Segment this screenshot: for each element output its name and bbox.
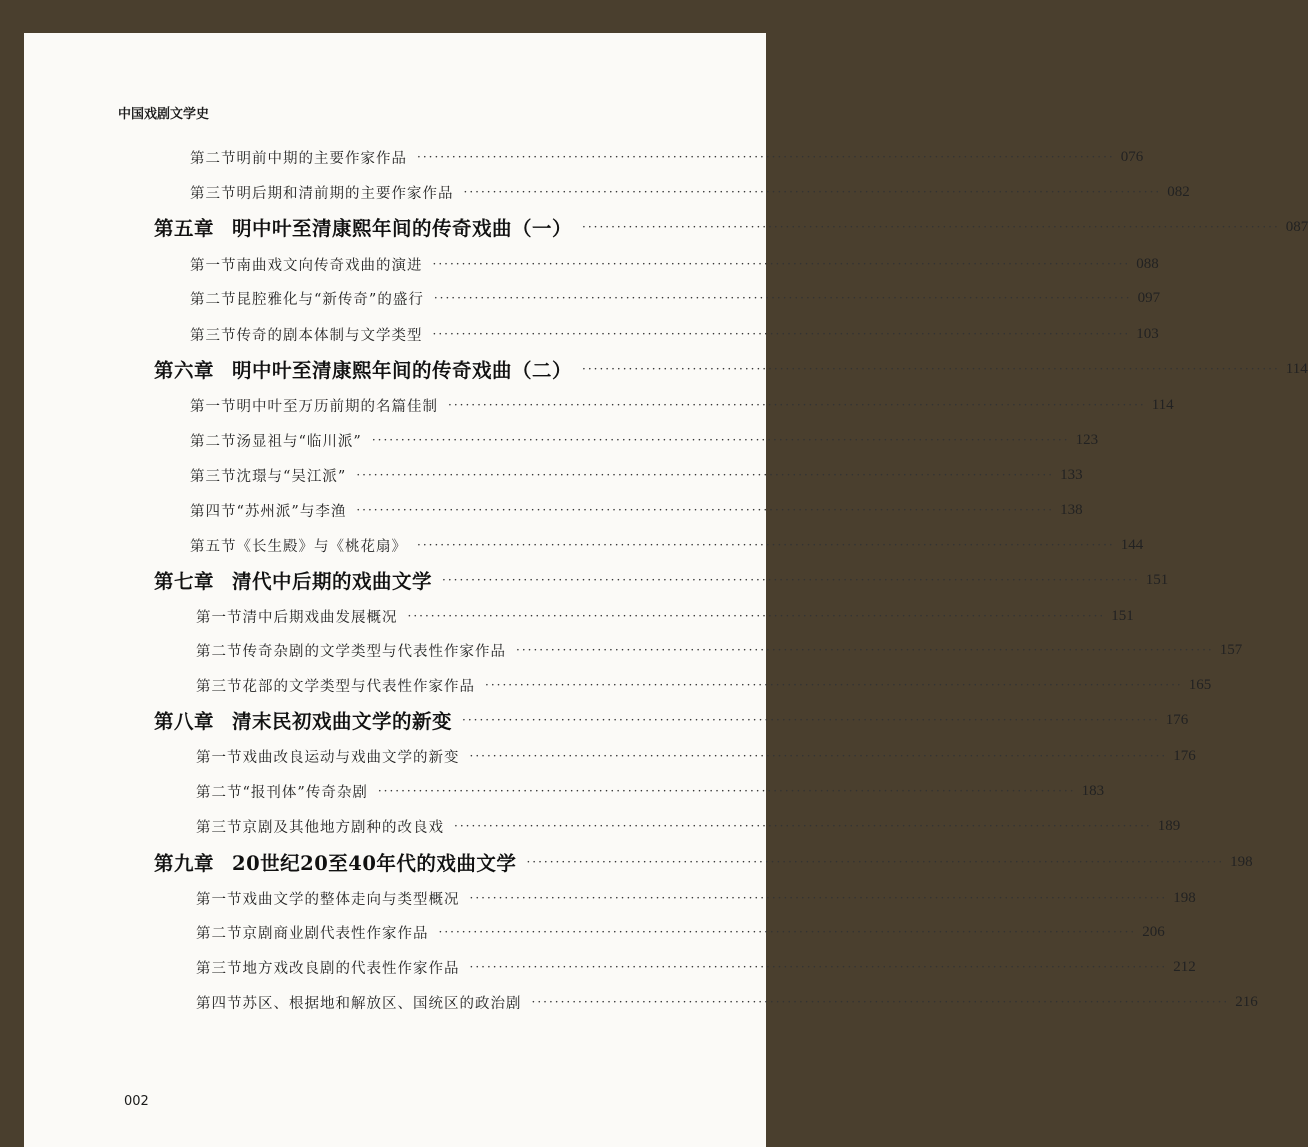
leader-dots: ························································································································: [432, 327, 1131, 341]
toc-page-number: 198: [1173, 889, 1196, 906]
section-title: 明中叶至万历前期的名篇佳制: [236, 398, 438, 415]
section-title: 苏区、根据地和解放区、国统区的政治剧: [242, 995, 522, 1012]
section-label: 第一节: [196, 749, 243, 766]
toc-section-row: [196, 918, 1165, 946]
toc-page-number: 176: [1173, 747, 1196, 764]
toc-page-number: 151: [1145, 571, 1169, 588]
leader-dots: ························································································································: [526, 855, 1225, 869]
toc-section-row: [190, 143, 1144, 171]
section-title: “报刊体”传奇杂剧: [242, 784, 368, 801]
section-label: 第三节: [196, 819, 243, 836]
toc-page-number: 157: [1219, 641, 1243, 658]
section-label: 第五节: [190, 538, 237, 555]
running-head: 中国戏剧文学史: [118, 107, 210, 122]
leader-dots: ························································································································: [371, 433, 1070, 447]
section-title: 南曲戏文向传奇戏曲的演进: [236, 257, 423, 274]
toc-page-number: 165: [1188, 676, 1212, 693]
toc-page-number: 082: [1167, 183, 1190, 200]
section-label: 第三节: [196, 960, 243, 977]
chapter-label: 第五章: [154, 217, 215, 240]
leader-dots: ························································································································: [469, 891, 1168, 905]
toc-page-number: 088: [1136, 255, 1159, 272]
leader-dots: ························································································································: [432, 257, 1131, 271]
toc-section-row: [196, 671, 1212, 699]
section-title: 沈璟与“吴江派”: [236, 468, 347, 485]
toc-section-row: [196, 953, 1196, 981]
section-label: 第一节: [190, 398, 237, 415]
section-title: 明前中期的主要作家作品: [236, 150, 407, 167]
section-title: 昆腔雅化与“新传奇”的盛行: [236, 291, 424, 308]
chapter-title: 20世纪20至40年代的戏曲文学: [232, 852, 517, 875]
toc-chapter-row: [154, 213, 1308, 241]
toc-page-number: 133: [1060, 466, 1083, 483]
leader-dots: ························································································································: [438, 925, 1137, 939]
section-label: 第一节: [196, 891, 243, 908]
leader-dots: ························································································································: [442, 573, 1140, 587]
chapter-title: 清末民初戏曲文学的新变: [232, 710, 453, 733]
leader-dots: ························································································································: [454, 819, 1152, 833]
toc-chapter-row: [154, 355, 1308, 383]
section-title: 戏曲改良运动与戏曲文学的新变: [242, 749, 460, 766]
section-label: 第三节: [190, 468, 237, 485]
section-title: 京剧商业剧代表性作家作品: [242, 925, 429, 942]
section-title: 传奇的剧本体制与文学类型: [236, 327, 423, 344]
toc-section-row: [190, 250, 1159, 278]
section-title: 花部的文学类型与代表性作家作品: [242, 678, 475, 695]
chapter-label: 第八章: [154, 710, 215, 733]
toc-page-number: 114: [1285, 360, 1308, 377]
toc-page-number: 206: [1142, 923, 1165, 940]
leader-dots: ························································································································: [531, 995, 1230, 1009]
section-label: 第二节: [196, 784, 243, 801]
leader-dots: ························································································································: [485, 678, 1183, 692]
toc-section-row: [190, 391, 1174, 419]
leader-dots: ························································································································: [582, 362, 1280, 376]
toc-section-row: [190, 496, 1083, 524]
leader-dots: ························································································································: [417, 538, 1115, 552]
toc-page-number: 189: [1157, 817, 1181, 834]
section-title: “苏州派”与李渔: [236, 503, 347, 520]
toc-chapter-row: [154, 848, 1253, 876]
section-title: 戏曲文学的整体走向与类型概况: [242, 891, 460, 908]
leader-dots: ························································································································: [582, 220, 1280, 234]
chapter-label: 第六章: [154, 359, 215, 382]
section-label: 第三节: [196, 678, 243, 695]
chapter-label: 第七章: [154, 570, 215, 593]
toc-chapter-row: [154, 566, 1169, 594]
section-label: 第二节: [196, 643, 243, 660]
chapter-title: 清代中后期的戏曲文学: [232, 570, 433, 593]
toc-section-row: [196, 777, 1105, 805]
leader-dots: ························································································································: [377, 784, 1076, 798]
section-title: 清中后期戏曲发展概况: [242, 609, 398, 626]
leader-dots: ························································································································: [462, 713, 1160, 727]
toc-page-number: 097: [1137, 289, 1161, 306]
toc-section-row: [196, 742, 1196, 770]
section-label: 第二节: [190, 150, 237, 167]
toc-page-number: 076: [1120, 148, 1144, 165]
toc-page-number: 138: [1060, 501, 1083, 518]
toc-section-row: [190, 284, 1161, 312]
section-label: 第二节: [190, 291, 237, 308]
toc-page-number: 183: [1081, 782, 1105, 799]
chapter-title: 明中叶至清康熙年间的传奇戏曲（二）: [232, 359, 573, 382]
toc-section-row: [190, 320, 1159, 348]
section-title: 京剧及其他地方剧种的改良戏: [242, 819, 444, 836]
leader-dots: ························································································································: [463, 185, 1162, 199]
leader-dots: ························································································································: [356, 503, 1055, 517]
toc-chapter-row: [154, 706, 1189, 734]
book-page: [24, 33, 1308, 1147]
chapter-title: 明中叶至清康熙年间的传奇戏曲（一）: [232, 217, 573, 240]
leader-dots: ························································································································: [469, 960, 1168, 974]
toc-section-row: [196, 602, 1134, 630]
toc-section-row: [196, 884, 1196, 912]
leader-dots: ························································································································: [448, 398, 1146, 412]
toc-page-number: 198: [1230, 853, 1253, 870]
toc-page-number: 176: [1165, 711, 1189, 728]
page-number: 002: [124, 1094, 149, 1109]
toc-section-row: [190, 426, 1099, 454]
section-label: 第二节: [196, 925, 243, 942]
leader-dots: ························································································································: [356, 468, 1055, 482]
toc-section-row: [196, 636, 1243, 664]
toc-section-row: [190, 461, 1083, 489]
section-title: 明后期和清前期的主要作家作品: [236, 185, 454, 202]
toc-section-row: [190, 531, 1144, 559]
toc-page-number: 216: [1235, 993, 1258, 1010]
section-label: 第三节: [190, 327, 237, 344]
section-label: 第三节: [190, 185, 237, 202]
section-title: 《长生殿》与《桃花扇》: [236, 538, 407, 555]
toc-page-number: 087: [1285, 218, 1308, 235]
toc-page-number: 123: [1075, 431, 1099, 448]
leader-dots: ························································································································: [417, 150, 1115, 164]
section-title: 汤显祖与“临川派”: [236, 433, 362, 450]
toc-page-number: 103: [1136, 325, 1159, 342]
toc-page-number: 144: [1120, 536, 1144, 553]
toc-page-number: 151: [1111, 607, 1134, 624]
toc-page-number: 212: [1173, 958, 1196, 975]
leader-dots: ························································································································: [516, 643, 1214, 657]
section-title: 地方戏改良剧的代表性作家作品: [242, 960, 460, 977]
section-label: 第四节: [190, 503, 237, 520]
section-label: 第一节: [190, 257, 237, 274]
leader-dots: ························································································································: [469, 749, 1168, 763]
chapter-label: 第九章: [154, 852, 215, 875]
toc-section-row: [196, 988, 1258, 1016]
section-label: 第二节: [190, 433, 237, 450]
leader-dots: ························································································································: [407, 609, 1106, 623]
section-label: 第四节: [196, 995, 243, 1012]
toc-section-row: [190, 178, 1190, 206]
toc-section-row: [196, 812, 1181, 840]
section-label: 第一节: [196, 609, 243, 626]
toc-page-number: 114: [1151, 396, 1174, 413]
leader-dots: ························································································································: [433, 291, 1132, 305]
section-title: 传奇杂剧的文学类型与代表性作家作品: [242, 643, 506, 660]
